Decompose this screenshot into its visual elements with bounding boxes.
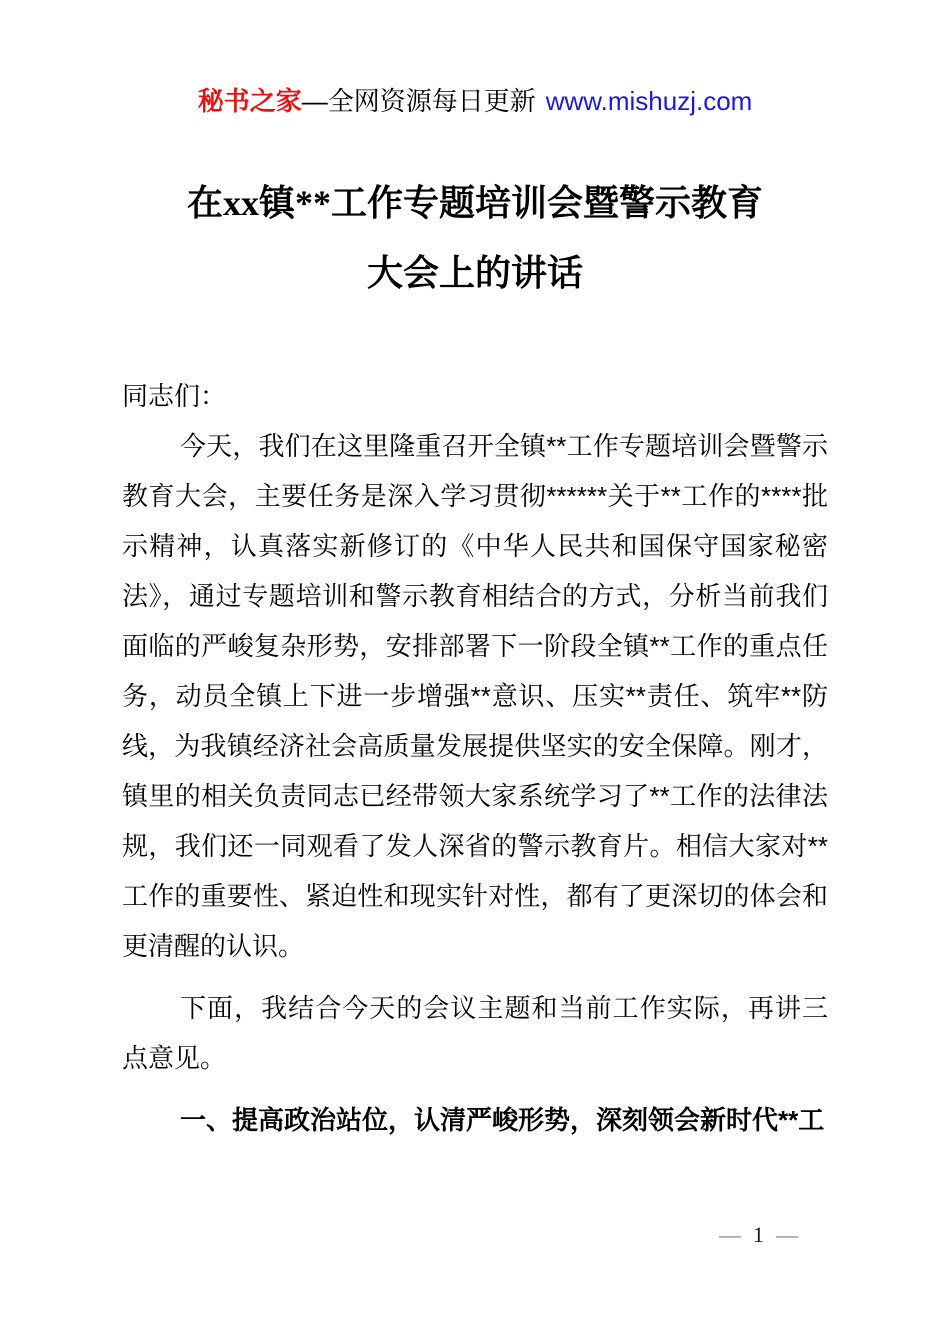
body-paragraph: 下面，我结合今天的会议主题和当前工作实际，再讲三点意见。 <box>122 993 828 1073</box>
title-line-2: 大会上的讲话 <box>366 253 583 293</box>
document-title <box>0 168 950 308</box>
site-header <box>0 84 950 118</box>
body-paragraph: 今天，我们在这里隆重召开全镇**工作专题培训会暨警示教育大会，主要任务是深入学习贯彻******关于**工作的****批示精神，认真落实新修订的《中华人民共和国保守国家秘密法》，通过专题培训和警示教育相结合的方式，分析当前我们面临的严峻复杂形势，安排部署下一阶段全镇**工作的重点任务，动员全镇上下进一步增强**意识、压实**责任、筑牢**防线，为我镇经济社会高质量发展提供坚实的安全保障。刚才，镇里的相关负责同志已经带领大家系统学习了**工作的法律法规，我们还一同观看了发人深省的警示教育片。相信大家对**工作的重要性、紧迫性和现实针对性，都有了更深切的体会和更清醒的认识。 <box>122 431 828 961</box>
site-url-link[interactable]: www.mishuzj.com <box>545 86 753 116</box>
header-tagline: 全网资源每日更新 <box>327 86 536 116</box>
page-number <box>719 1222 798 1248</box>
document-body <box>122 371 828 1145</box>
page-number-dash-right: — <box>776 1222 798 1247</box>
page-number-dash-left: — <box>719 1222 741 1247</box>
header-separator: — <box>301 86 328 116</box>
section-heading: 一、提高政治站位，认清严峻形势，深刻领会新时代**工 <box>180 1105 825 1135</box>
salutation: 同志们： <box>122 381 227 411</box>
paragraph-container <box>122 421 828 1145</box>
title-line-1: 在xx镇**工作专题培训会暨警示教育 <box>186 183 763 223</box>
page-number-value: 1 <box>753 1222 764 1247</box>
site-brand: 秘书之家 <box>197 86 302 116</box>
